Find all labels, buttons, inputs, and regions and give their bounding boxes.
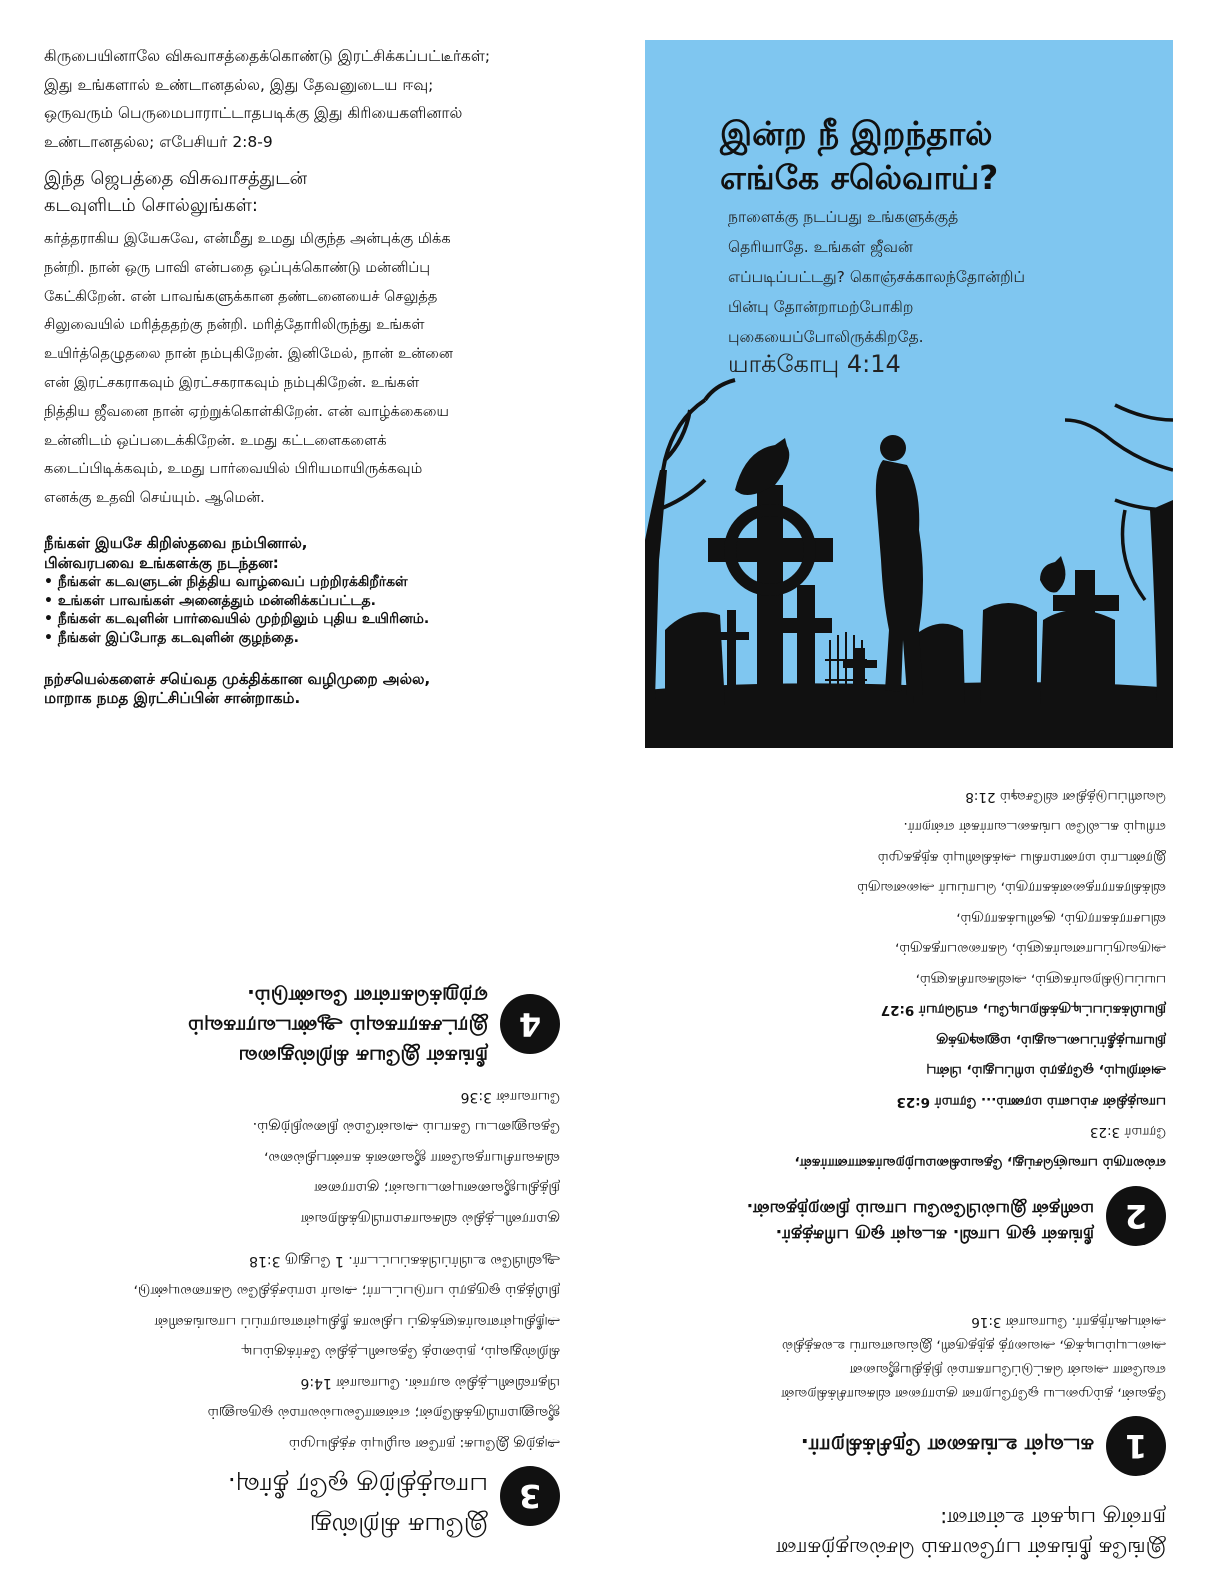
step3-body-line: ஜீவனுமாயிருக்கிறேன்; என்னாலேயல்லாமல் ஒருவனும் [207,1405,560,1422]
believe-item: • நீங்கள் இப்போத கடவுளின் குழந்தை. [44,629,299,646]
step4-body-line: குமாரனிடத்தில் விசுவாசமாயிருக்கிறவன் [300,1211,560,1227]
step2-body-line: விக்கிரகாராதனைக்காரரும், பொய்யர் அனைவரும் [857,880,1166,897]
step2-number-badge: 2 [1106,1186,1166,1246]
cover-title [720,112,998,200]
believe-item: • நீங்கள் கடவுளின் பார்வையில் முற்றிலும் புதிய உயிரினம். [44,611,430,627]
step3-body-line: கிறிஸ்துவும், நம்மைத் தேவனிடத்தில் சேர்க்கும்படி [241,1344,560,1361]
step2-body-line: வெளிப்படுத்தின விசேஷம் 21:8 [965,789,1166,805]
step4-title-line: ஏற்றுக்கொள்ள வேண்டும். [247,985,488,1009]
step2-body-line: எரியும் கடலிலே பங்கடைவார்கள் என்றார். [903,819,1166,836]
step2-body-line: ரோமர் 3:23 [1089,1124,1166,1141]
works-line: மாறாக நமத இரட்சிப்பின் சான்றாகம். [44,689,301,707]
step4-number-badge: 4 [500,994,560,1054]
step3-body-line: பிதாவினிடத்தில் வரான். யோவான் 14:6 [300,1375,560,1391]
verse-line: ஒருவரும் பெருமைபாராட்டாதபடிக்கு இது கிரியைகளினால் [44,104,463,122]
step4-body-line: நித்தியஜீவனையுடையவன்; குமாரனை [314,1180,560,1197]
cover-title-line: இன்ற நீ இறந்தால் [720,114,993,153]
works-note [44,670,624,708]
step3-body-line: அதற்கு இயேசு: நானே வழியும் சத்தியமும் [288,1436,560,1452]
step2-body-line: அருவருப்பானவர்களும், கொலைபாதகரும், [894,941,1166,958]
step1-body-line: அன்புகூர்ந்தார். யோவான் 3:16 [971,1314,1166,1330]
step3-body-line: நிமித்தம் ஒருதரம் பாடுபட்டார்; அவர் மாம்சத்திலே கொலையுண்டு, [133,1283,560,1300]
folded-bottom-half [0,789,1224,1584]
step2-body [795,782,1167,1179]
step1-intro [776,1504,1166,1564]
step3-body-line: ஆவியிலே உயிர்ப்பிக்கப்பட்டார். 1 பேதுரு 3:18 [249,1253,560,1269]
believe-item: • நீங்கள் கடவளுடன் நித்திய வாழ்வைப் பற்றிரக்கிறீர்கள் [44,574,408,590]
step2-body-line: பாவத்தின் சம்பளம் மரணம்... ரோமர் 6:23 [896,1094,1166,1110]
ephesians-verse [44,42,604,156]
step1-number-badge: 1 [1106,1416,1166,1476]
step4-body-line: விசுவாசியாதவனோ ஜீவனைக் காண்பதில்லை, [263,1150,560,1166]
step2-title-line: மனிதன் இயல்பிலேயே பாவம் நிறைந்தவன். [746,1199,1094,1219]
step2-body-line: இரண்டாம் மரணமாகிய அக்கினியும் கந்தகமும் [877,850,1166,866]
step1-body-line: அடையும்படிக்கு, அவரைத் தந்தருளி, இவ்வளவாய் உலகத்தில் [781,1338,1166,1354]
step4-body-line: தேவனுடைய கோபம் அவன்மேல் நிலைநிற்கும். [252,1119,560,1136]
step1-title: கடவுள் உங்களை நேசிக்கிறார். [800,1434,1094,1458]
step2-body-line: அன்றியும், ஒரேதரம் மரிப்பதும், பின்பு [926,1063,1166,1080]
step2-body-line: நியாயத்தீர்ப்படைவதும், மனுஷருக்கு [936,1033,1166,1049]
step1-intro-line: இங்கே நீங்கள் பரலோகம் செல்வதற்கான [776,1537,1166,1561]
believe-section [44,533,624,647]
cover-verse-reference: யாக்கோபு 4:14 [728,350,901,378]
step2-title [747,1196,1094,1248]
step2-body-line: விபசாரக்காரரும், சூனியக்காரரும், [956,911,1166,927]
step4-title-line: இரட்சகராகவும் ஆண்டவராகவும் [188,1015,488,1039]
step2-body-line: பயப்படுகிறவர்களும், அவிசுவாசிகளும், [915,972,1166,988]
step1-intro-line: நான்கு படிகள் உள்ளன: [940,1507,1166,1531]
cover-verse-line: நாளைக்கு நடப்பது உங்களுக்குத் [728,208,959,226]
prayer-line: உயிர்த்தெழுதலை நான் நம்புகிறேன். இனிமேல், நான் உன்னை [44,346,453,363]
prayer-heading-line: இந்த ஜெபத்தை விசுவாசத்துடன் [44,168,308,189]
step1-body-line: எவனோ அவன் கெட்டுப்போகாமல் நித்தியஜீவனை [849,1362,1166,1378]
step2-title-line: நீங்கள் ஒரு பாவி. கடவுள் ஒரு பரிசுத்தர். [775,1225,1094,1245]
step4-body [253,1082,560,1235]
step2-body-line: எல்லாரும் பாவஞ்செய்து, தேவமகிமையற்றவர்களானார்கள், [794,1155,1166,1171]
prayer-body [44,225,604,513]
prayer-line: கேட்கிறேன். என் பாவங்களுக்கான தண்டனையைச் செலுத்த [44,288,438,305]
cover-verse-line: பின்பு தோன்றாமற்போகிற [728,298,914,316]
cover-verse-line: தெரியாதே. உங்கள் ஜீவன் [728,238,913,256]
believe-heading-line: பின்வரபவை உங்களக்கு நடந்தன: [44,554,279,572]
step2-body-line: நியமிக்கப்பட்டிருக்கிறபடியே, எபிரெயர் 9:27 [880,1002,1166,1019]
step4-title-line: நீங்கள் இயேசு கிறிஸ்துவை [238,1045,488,1069]
works-line: நற்சயெல்களைச் சயெ்வத முக்திக்கான வழிமுறை அல்ல, [44,670,431,688]
cover-title-line: எங்கே சலெ்வாய்? [720,158,999,197]
verse-line: இது உங்களால் உண்டானதல்ல, இது தேவனுடைய ஈவு; [44,75,434,94]
step3-number-badge: 3 [500,1466,560,1526]
prayer-line: சிலுவையில் மரித்ததற்கு நன்றி. மரித்தோரிலிருந்து உங்கள் [44,317,425,334]
verse-line: கிருபையினாலே விசுவாசத்தைக்கொண்டு இரட்சிக்கப்பட்டீர்கள்; [44,47,491,65]
cover-verse-text [728,202,1025,352]
step1-body [781,1310,1166,1406]
prayer-line: கர்த்தராகிய இயேசுவே, என்மீது உமது மிகுந்த அன்புக்கு மிக்க [44,231,451,247]
cover-panel [645,40,1173,748]
prayer-line: எனக்கு உதவி செய்யும். ஆமென். [44,490,265,507]
step4-title [188,982,488,1072]
prayer-line: கடைப்பிடிக்கவும், உமது பார்வையில் பிரியமாயிருக்கவும் [44,461,423,478]
step3-body-line: அநீதியுள்ளவர்களுக்குப் பதிலாக நீதியுள்ளவராய்ப் பாவங்களின் [154,1314,560,1330]
believe-item: • உங்கள் பாவங்கள் அனைத்தும் மன்னிக்கப்பட்டத. [44,592,376,609]
step3-title [228,1466,488,1546]
prayer-line: நன்றி. நான் ஒரு பாவி என்பதை ஒப்புக்கொண்டு மன்னிப்பு [44,259,431,276]
step4-body-line: யோவான் 3:36 [460,1089,560,1105]
verse-line: உண்டானதல்ல; எபேசியர் 2:8-9 [44,132,273,151]
cover-verse-line: எப்படிப்பட்டது? கொஞ்சக்காலந்தோன்றிப் [728,268,1025,286]
step3-body [133,1246,560,1460]
prayer-line: உன்னிடம் ஒப்படைக்கிறேன். உமது கட்டளைகளைக் [44,432,387,449]
step3-title-line: பாவத்திற்கு ஒரே தீர்வு. [227,1472,488,1501]
believe-heading-line: நீங்கள் இயசே கிறிஸ்தவை நம்பினால், [44,534,308,552]
prayer-line: நித்திய ஜீவனை நான் ஏற்றுக்கொள்கிறேன். என் வாழ்க்கையை [44,403,449,420]
prayer-heading-line: கடவுளிடம் சொல்லுங்கள்: [44,195,258,216]
prayer-line: என் இரட்சகராகவும் இரட்சகராகவும் நம்புகிறேன். உங்கள் [44,374,420,391]
cover-verse-line: புகையைப்போலிருக்கிறதே. [728,328,924,346]
step3-title-line: இயேசு கிறிஸ்து [309,1512,488,1541]
prayer-heading [44,165,604,219]
step1-body-line: தேவன், தம்முடைய ஒரேபேறான குமாரனை விசுவாசிக்கிறவன் [781,1386,1166,1402]
